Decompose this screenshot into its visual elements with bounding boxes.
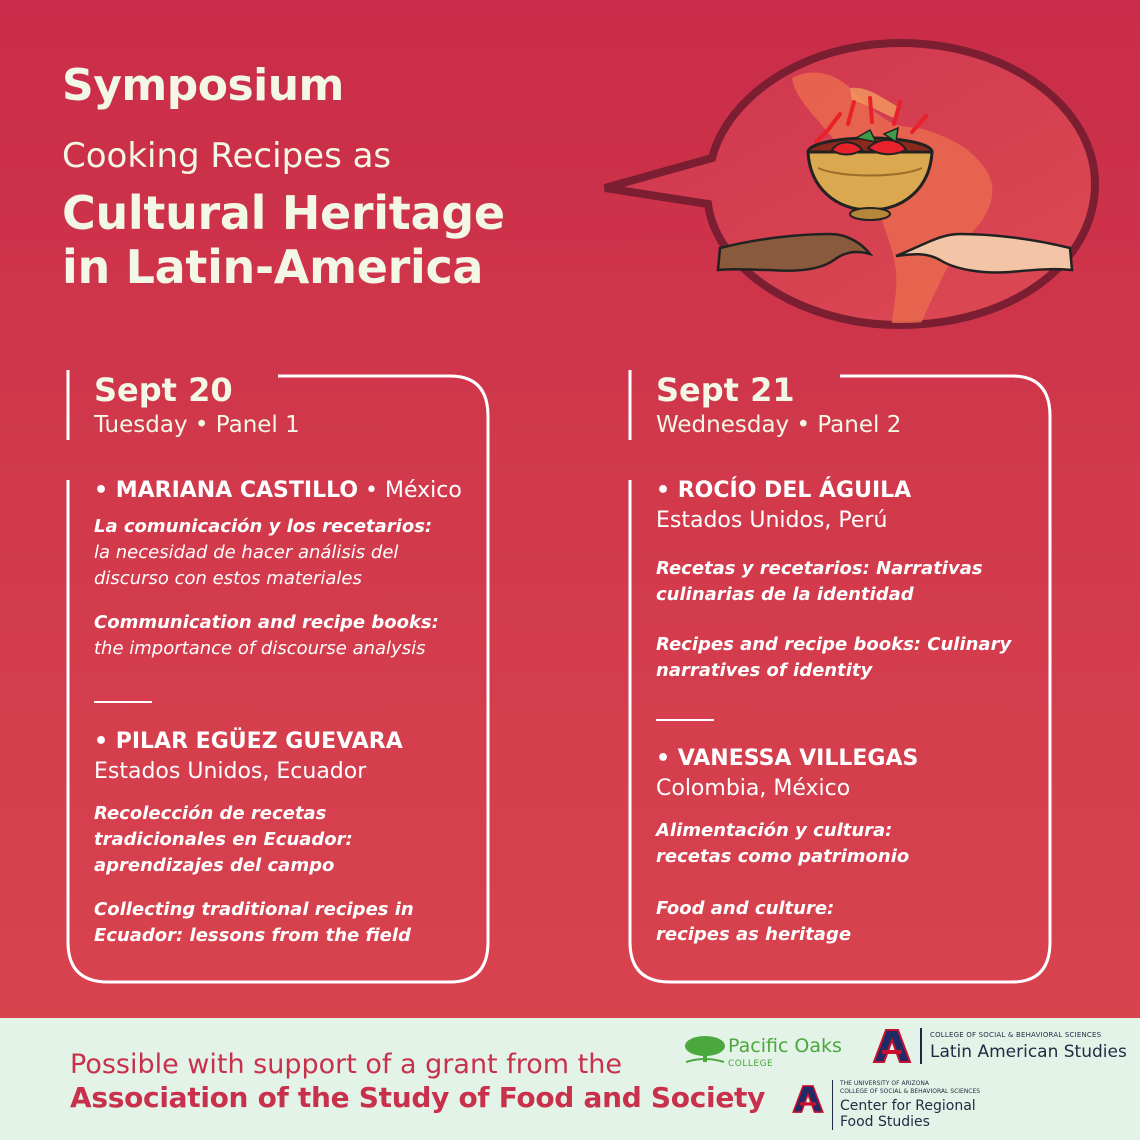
talk-title-en: Communication and recipe books: the importance of discourse analysis	[94, 612, 439, 659]
talk-title-en: Recipes and recipe books: Culinary narratives of identity	[656, 634, 1012, 681]
pacific-oaks-logo	[684, 1034, 854, 1068]
speaker-country: • México	[358, 478, 462, 503]
footer-grant-line: Possible with support of a grant from the	[70, 1049, 622, 1080]
center-regional-food-studies-logo	[790, 1080, 1010, 1132]
speaker-location: Colombia, México	[656, 776, 851, 801]
speaker-name: • PILAR EGÜEZ GUEVARA	[94, 729, 403, 754]
title-block	[62, 58, 582, 294]
headline	[62, 186, 582, 294]
crfs-college: COLLEGE OF SOCIAL & BEHAVIORAL SCIENCES	[840, 1088, 981, 1095]
logo-separator	[832, 1080, 833, 1130]
pacific-oaks-name: Pacific Oaks	[728, 1035, 842, 1057]
talk-title-es: Recolección de recetas tradicionales en Ecuador: aprendizajes del campo	[94, 803, 353, 876]
speech-bubble-illustration	[600, 38, 1100, 330]
las-college: COLLEGE OF SOCIAL & BEHAVIORAL SCIENCES	[930, 1031, 1102, 1039]
talk-title-es: Recetas y recetarios: Narrativas culinarias de la identidad	[656, 558, 983, 605]
panel-date: Sept 21	[656, 371, 795, 409]
speaker-block	[94, 476, 474, 662]
las-name: Latin American Studies	[930, 1042, 1127, 1062]
talk-title-en: Collecting traditional recipes in Ecuador: lessons from the field	[94, 899, 414, 946]
divider	[656, 719, 714, 721]
speaker-name: • MARIANA CASTILLO • México	[94, 478, 462, 503]
crfs-line2: Food Studies	[840, 1114, 930, 1130]
symposium-title: Symposium	[62, 60, 344, 111]
panel-date: Sept 20	[94, 371, 233, 409]
speaker-name: • VANESSA VILLEGAS	[656, 746, 919, 771]
talk-title-es: La comunicación y los recetarios: la necesidad de hacer análisis del discurso con estos materiales	[94, 516, 433, 589]
panel-day: Wednesday • Panel 2	[656, 412, 902, 438]
speaker-location: Estados Unidos, Ecuador	[94, 759, 367, 784]
logo-separator	[920, 1028, 922, 1064]
headline-line-2: in Latin-America	[62, 240, 484, 294]
crfs-line1: Center for Regional	[840, 1098, 976, 1114]
latin-american-studies-logo	[870, 1028, 1132, 1068]
pacific-oaks-sub: COLLEGE	[728, 1059, 774, 1069]
crfs-university: THE UNIVERSITY OF ARIZONA	[840, 1080, 929, 1087]
footer-association: Association of the Study of Food and Society	[70, 1081, 766, 1114]
speaker-name: • ROCÍO DEL ÁGUILA	[656, 478, 912, 503]
talk-title-es: Alimentación y cultura: recetas como patrimonio	[656, 820, 910, 867]
panel-day: Tuesday • Panel 1	[94, 412, 300, 438]
arizona-a-icon	[790, 1084, 826, 1114]
speaker-location: Estados Unidos, Perú	[656, 508, 888, 533]
speaker-block	[656, 744, 1036, 948]
arizona-a-icon	[870, 1028, 914, 1064]
speaker-block	[94, 727, 474, 949]
speaker-block	[656, 476, 1036, 684]
talk-title-en: Food and culture: recipes as heritage	[656, 898, 852, 945]
panel-sept-21	[628, 370, 1052, 984]
subtitle: Cooking Recipes as	[62, 136, 392, 176]
divider	[94, 701, 152, 703]
footer	[0, 1018, 1140, 1140]
tree-icon	[684, 1034, 726, 1066]
panel-sept-20	[66, 370, 490, 984]
headline-line-1: Cultural Heritage	[62, 186, 505, 240]
